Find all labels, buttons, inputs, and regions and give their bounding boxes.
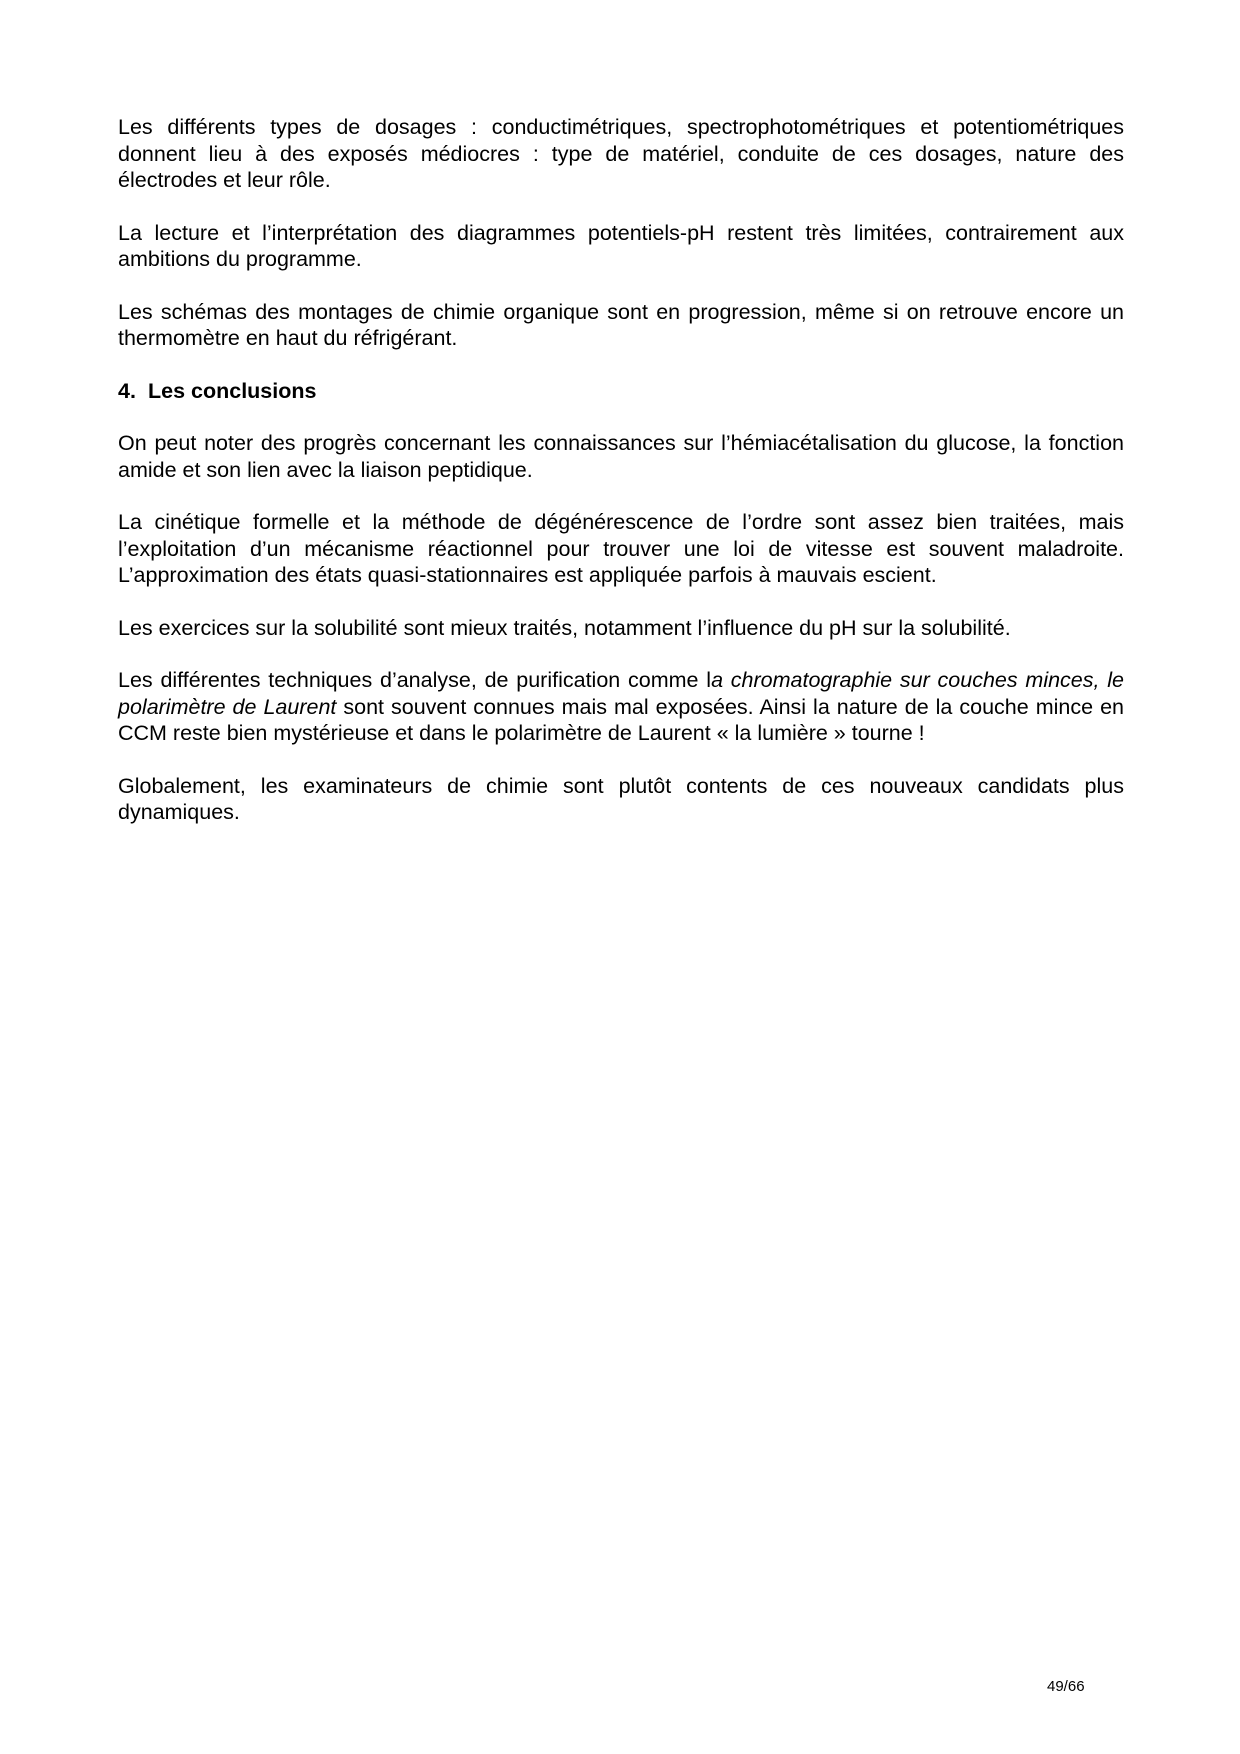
paragraph-globalement: Globalement, les examinateurs de chimie sont plutôt contents de ces nouveaux candidats plus dynamiques. (118, 773, 1124, 824)
page-body (118, 114, 1124, 852)
paragraph-schemas: Les schémas des montages de chimie organique sont en progression, même si on retrouve encore un thermomètre en haut du réfrigérant. (118, 299, 1124, 350)
paragraph-techniques (118, 667, 1124, 747)
section-number: 4. (118, 378, 136, 403)
techniques-tail: sont souvent connues mais mal exposées. Ainsi la nature de la couche mince en CCM reste bien mystérieuse et dans le polarimètre de Laurent « la lumière » tourne ! (118, 694, 1124, 745)
techniques-lead: Les différentes techniques d’analyse, de purification comme l (118, 668, 712, 692)
paragraph-solubilite: Les exercices sur la solubilité sont mieux traités, notamment l’influence du pH sur la solubilité. (118, 615, 1011, 640)
paragraph-progres: On peut noter des progrès concernant les connaissances sur l’hémiacétalisation du glucose, la fonction amide et son lien avec la liaison peptidique. (118, 431, 1124, 482)
paragraph-diagrammes: La lecture et l’interprétation des diagrammes potentiels-pH restent très limitées, contrairement aux ambitions du programme. (118, 220, 1124, 271)
paragraph-dosages: Les différents types de dosages : conductimétriques, spectrophotométriques et potentiométriques donnent lieu à des exposés médiocres : type de matériel, conduite de ces dosages, nature des électrodes et leur rôle. (118, 115, 1124, 192)
section-heading (118, 378, 1124, 405)
section-title: Les conclusions (148, 378, 317, 403)
techniques-italic: a chromatographie sur couches minces, le polarimètre de Laurent (118, 668, 1124, 719)
paragraph-cinetique: La cinétique formelle et la méthode de dégénérescence de l’ordre sont assez bien traitées, mais l’exploitation d’un mécanisme réactionnel pour trouver une loi de vitesse est souvent maladroite. L’approximation des états quasi-stationnaires est appliquée parfois à mauvais escient. (118, 510, 1124, 587)
page-number: 49/66 (1047, 1678, 1085, 1695)
